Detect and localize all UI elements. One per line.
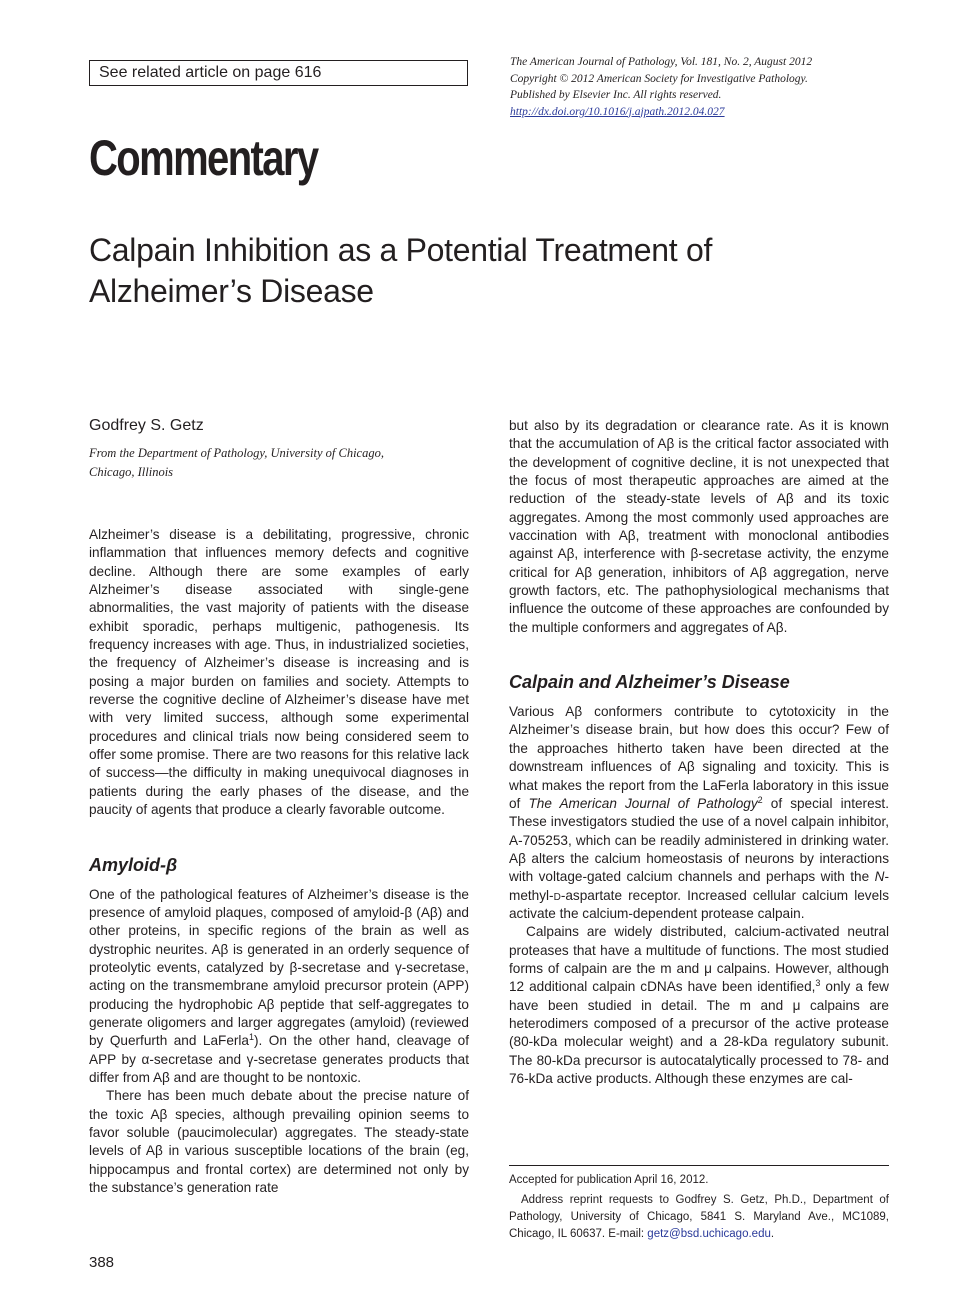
reprint-address: Address reprint requests to Godfrey S. Getz, Ph.D., Department of Pathology, University of Chicago, 5841 S. Maryland Ave., MC1089, Chicago, IL 60637. E-mail: getz@bsd.uchicago.edu. [509, 1194, 889, 1240]
author-affiliation [89, 444, 449, 481]
reference-3[interactable]: 3 [815, 978, 821, 989]
journal-name-italic: The American Journal of Pathology [528, 795, 758, 811]
heading-calpain: Calpain and Alzheimer’s Disease [509, 672, 790, 693]
affiliation-line-2: Chicago, Illinois [89, 464, 174, 479]
accepted-date: Accepted for publication April 16, 2012. [509, 1174, 709, 1186]
calpain-paragraph-2: Calpains are widely distributed, calcium-activated neutral proteases that have a multitude of functions. The most studied forms of calpain are the m and μ calpains. However, although 12 additional calpain cDNAs have been identified,$^3$ only a few have been studied in detail. The m and μ calpains are heterodimers composed of a precursor of the active protease (80-kDa molecular weight) and a 28-kDa regulatory subunit. The 80-kDa precursor is autocatalytically processed to 78- and 76-kDa active products. Although these enzymes are cal- [509, 924, 889, 1086]
footnote-divider [509, 1165, 889, 1166]
affiliation-line-1: From the Department of Pathology, University of Chicago, [89, 446, 384, 460]
reference-1[interactable]: 1 [249, 1032, 255, 1043]
page-number: 388 [89, 1254, 115, 1271]
journal-publisher: Published by Elsevier Inc. All rights reserved. [510, 89, 722, 101]
article-title-line-2: Alzheimer’s Disease [89, 273, 374, 309]
calpain-paragraph-1: Various Aβ conformers contribute to cytotoxicity in the Alzheimer’s disease brain, but how does this occur? Few of the approaches hitherto taken have been directed at the downstream influences of Aβ signaling and toxicity. This is what makes the report from the LaFerla laboratory in this issue of The American Journal of Pathology$^2$ of special interest. These investigators studied the use of a novel calpain inhibitor, A-705253, which can be readily administered in drinking water. Aβ alters the calcium homeostasis of neurons by interactions with voltage-gated calcium channels and perhaps with the N-methyl-d-aspartate receptor. Increased cellular calcium levels activate the calcium-dependent protease calpain. [509, 704, 889, 921]
continued-paragraph: but also by its degradation or clearance rate. As it is known that the accumulation of Aβ is the critical factor associated with the development of cognitive decline, it is not unexpected that the focus of most therapeutic approaches are aimed at the reduction of the steady-state levels of Aβ and its toxic aggregates. Among the most commonly used approaches are vaccination with Aβ, treatment with monoclonal antibodies against Aβ, interference with β-secretase activity, the enzyme critical for Aβ generation, inhibitors of Aβ aggregation, nerve growth factors, etc. The pathophysiological mechanisms that influence the outcome of these approaches are confounded by the multiple conformers and aggregates of Aβ. [509, 418, 889, 635]
journal-info [510, 54, 900, 120]
amyloid-paragraph-2: There has been much debate about the precise nature of the toxic Aβ species, although prevailing opinion seems to favor soluble (paucimolecular) aggregates. The steady-state levels of Aβ in various susceptible locations of the brain (eg, hippocampus and frontal cortex) are determined not only by the substance’s generation rate [89, 1088, 469, 1195]
reference-2[interactable]: 2 [757, 794, 763, 805]
related-article-text: See related article on page 616 [99, 64, 322, 81]
heading-amyloid-beta: Amyloid-β [89, 854, 178, 875]
journal-citation: The American Journal of Pathology, Vol. 181, No. 2, August 2012 [510, 56, 813, 68]
related-article-box[interactable] [89, 60, 468, 86]
section-label: Commentary [89, 130, 318, 186]
article-title-line-1: Calpain Inhibition as a Potential Treatment of [89, 232, 713, 268]
amyloid-paragraph-1: One of the pathological features of Alzheimer’s disease is the presence of amyloid plaques, composed of amyloid-β (Aβ) and other proteins, in specific regions of the brain as well as dystrophic neurites. Aβ is generated in an orderly sequence of proteolytic events, catalyzed by β-secretase and γ-secretase, acting on the transmembrane amyloid precursor protein (APP) producing the hydrophobic Aβ peptide that self-aggregates to generate oligomers and larger aggregates (amyloid) (reviewed by Querfurth and LaFerla$^1$). On the other hand, cleavage of APP by α-secretase and γ-secretase generates products that differ from Aβ and are thought to be nontoxic. [89, 886, 469, 1085]
author-name: Godfrey S. Getz [89, 417, 204, 434]
left-column [89, 526, 469, 1197]
email-link[interactable]: getz@bsd.uchicago.edu [647, 1228, 771, 1240]
intro-paragraph: Alzheimer’s disease is a debilitating, progressive, chronic inflammation that influences memory defects and cognitive decline. Although there are some examples of early Alzheimer’s disease associated with single-gene abnormalities, the vast majority of patients with the disease exhibit sporadic, perhaps multigenic, pathogenesis. Its frequency increases with age. Thus, in industrialized societies, the frequency of Alzheimer’s disease is increasing and is posing a major burden on families and society. Attempts to reverse the cognitive decline of Alzheimer’s disease have met with very limited success, although some experimental procedures and clinical trials now being considered seem to offer some promise. There are two reasons for this relative lack of success—the difficulty in making unequivocal diagnoses in patients during the early phases of the disease, and the paucity of agents that produce a clearly favorable outcome. [89, 527, 469, 818]
journal-copyright: Copyright © 2012 American Society for Investigative Pathology. [510, 72, 808, 85]
article-title [89, 230, 849, 312]
doi-link[interactable]: http://dx.doi.org/10.1016/j.ajpath.2012.04.027 [510, 105, 725, 118]
right-column [509, 417, 889, 1088]
